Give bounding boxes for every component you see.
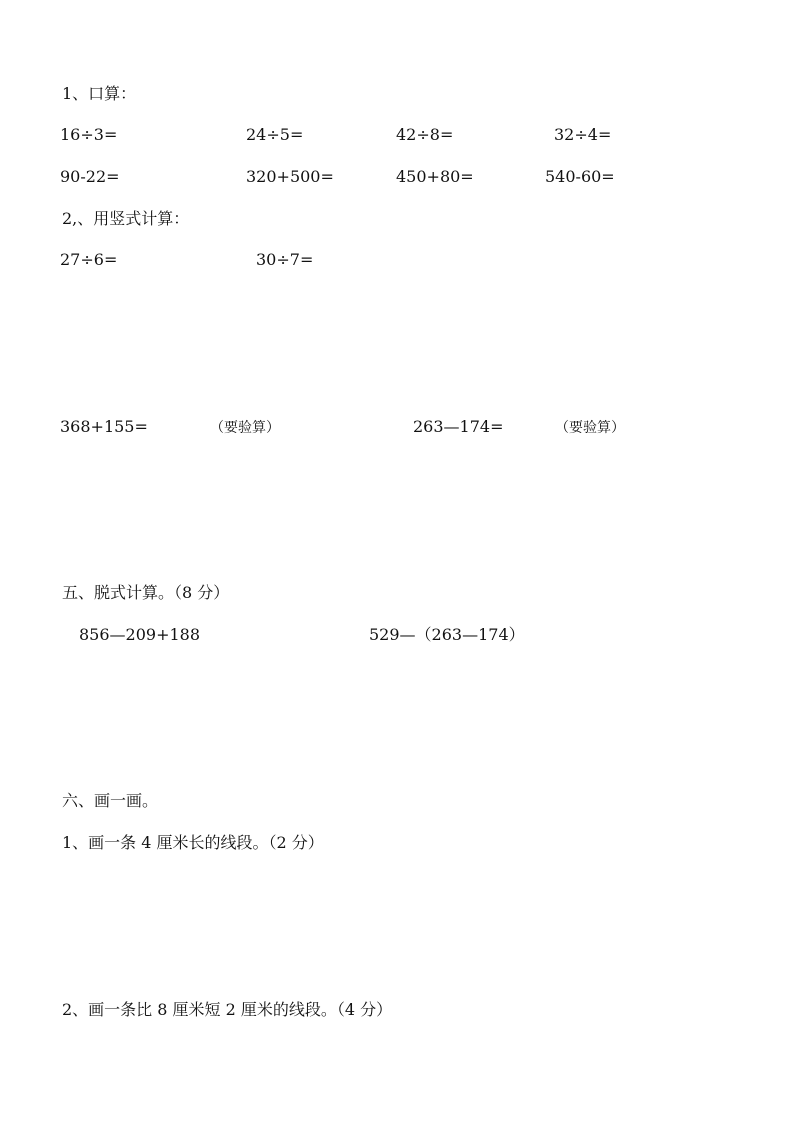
verify-note: （要验算） <box>555 420 625 436</box>
section6-heading: 六、画一画。 <box>62 791 159 810</box>
drawing-question: 2、画一条比 8 厘米短 2 厘米的线段。（4 分） <box>62 1000 393 1019</box>
section2-heading: 2,、用竖式计算： <box>62 209 190 228</box>
vertical-calc-item: 263—174= <box>413 417 504 436</box>
verify-note: （要验算） <box>210 420 280 436</box>
section5-heading: 五、脱式计算。（8 分） <box>62 583 230 602</box>
stepwise-calc-item: 529—（263—174） <box>369 625 525 644</box>
stepwise-calc-item: 856—209+188 <box>79 625 201 644</box>
drawing-question: 1、画一条 4 厘米长的线段。（2 分） <box>62 833 324 852</box>
oral-calc-item: 320+500= <box>246 167 334 186</box>
oral-calc-item: 540-60= <box>545 167 615 186</box>
vertical-calc-item: 30÷7= <box>256 250 314 269</box>
oral-calc-item: 450+80= <box>396 167 474 186</box>
vertical-calc-item: 368+155= <box>60 417 148 436</box>
oral-calc-item: 42÷8= <box>396 125 454 144</box>
oral-calc-item: 16÷3= <box>60 125 118 144</box>
oral-calc-item: 90-22= <box>60 167 120 186</box>
oral-calc-item: 32÷4= <box>554 125 612 144</box>
section1-heading: 1、口算： <box>62 84 137 103</box>
vertical-calc-item: 27÷6= <box>60 250 118 269</box>
oral-calc-item: 24÷5= <box>246 125 304 144</box>
